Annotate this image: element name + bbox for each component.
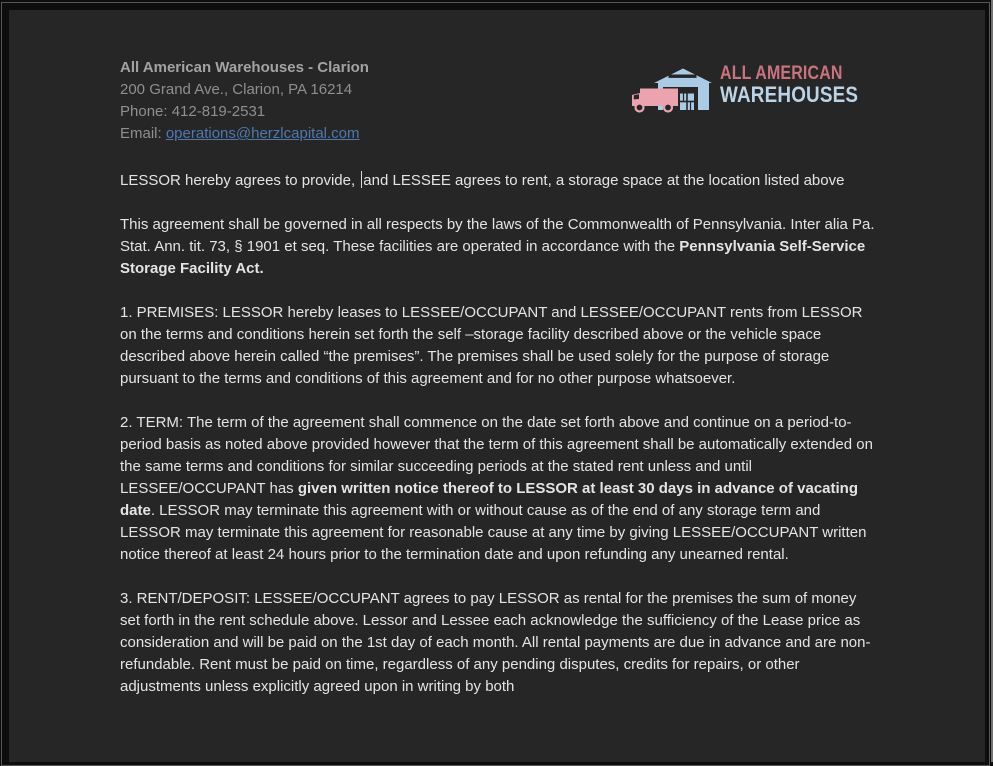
company-address: 200 Grand Ave., Clarion, PA 16214 xyxy=(120,81,353,98)
document-header xyxy=(120,57,885,145)
bold-text: given written notice thereof to LESSOR at least 30 days in advance of vacating date xyxy=(120,480,858,519)
logo-line1: ALL AMERICAN xyxy=(720,63,844,84)
company-logo xyxy=(632,64,885,125)
paragraph xyxy=(120,412,877,566)
paragraph xyxy=(120,170,877,192)
logo-wordmark xyxy=(720,64,858,106)
document-panel xyxy=(9,10,985,762)
text: LESSOR hereby agrees to provide, xyxy=(120,172,360,189)
email-label: Email: xyxy=(120,125,166,142)
paragraph xyxy=(120,302,877,390)
text: This agreement shall be governed in all respects by the laws of the Commonwealth of Pennsylvania. Inter alia Pa. Stat. Ann. tit. 73, § 1901 et seq. These facilities are operated in accordance with the xyxy=(120,216,875,255)
email-link[interactable]: operations@herzlcapital.com xyxy=(165,125,360,142)
document-body[interactable] xyxy=(120,170,877,698)
text: 2. TERM: The term of the agreement shall commence on the date set forth above and continue on a period-to-period basis as noted above provided however that the term of this agreement shall be automatically extended on the same terms and conditions for similar succeeding periods at the stated rent unless and until LESSEE/OCCUPANT has xyxy=(120,414,873,497)
company-email-line xyxy=(120,123,369,145)
text: 1. PREMISES: LESSOR hereby leases to LESSEE/OCCUPANT and LESSEE/OCCUPANT rents from LESSOR on the terms and conditions herein set forth the self –storage facility described above or the vehicle space described above herein called “the premises”. The premises shall be used solely for the purpose of storage pursuant to the terms and conditions of this agreement and for no other purpose whatsoever. xyxy=(120,304,863,387)
company-info-block xyxy=(120,57,369,145)
paragraph xyxy=(120,588,877,698)
company-phone: Phone: 412-819-2531 xyxy=(120,103,266,120)
text: and LESSEE agrees to rent, a storage space at the location listed above xyxy=(363,172,845,189)
text: 3. RENT/DEPOSIT: LESSEE/OCCUPANT agrees to pay LESSOR as rental for the premises the sum of money set forth in the rent schedule above. Lessor and Lessee each acknowledge the sufficiency of the Lease price as consideration and will be paid on the 1st day of each month. All rental payments are due in advance and are non-refundable. Rent must be paid on time, regardless of any pending disputes, credits for repairs, or other adjustments unless explicitly agreed upon in writing by both xyxy=(120,590,871,695)
warehouse-truck-icon xyxy=(632,64,718,125)
logo-line2: WAREHOUSES xyxy=(720,82,859,107)
bold-text: Pennsylvania Self-Service Storage Facility Act. xyxy=(120,238,866,277)
text: . LESSOR may terminate this agreement with or without cause as of the end of any storage term and LESSOR may terminate this agreement for reasonable cause at any time by giving LESSEE/OCCUPANT written notice thereof at least 24 hours prior to the termination date and upon refunding any unearned rental. xyxy=(120,502,867,563)
company-name: All American Warehouses - Clarion xyxy=(120,59,369,76)
paragraph xyxy=(120,214,877,280)
